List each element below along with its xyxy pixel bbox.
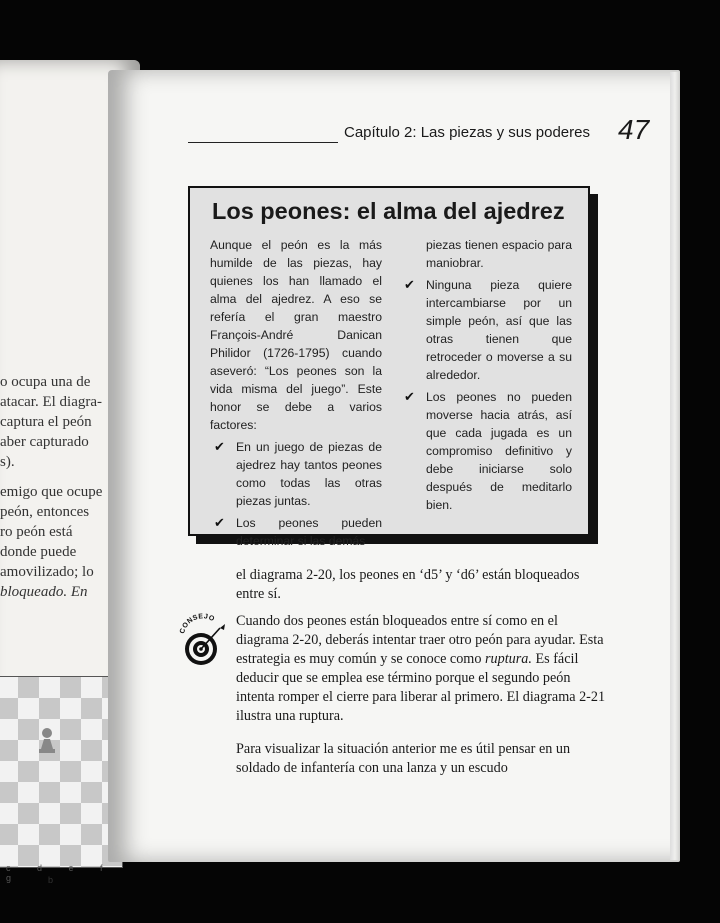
- left-page-line: atacar. El diagra-: [0, 394, 103, 410]
- board-caption: b: [48, 875, 54, 885]
- sidebar-bullet: [400, 276, 572, 384]
- page-edge: [670, 72, 680, 860]
- bullet-text: En un juego de piezas de ajedrez hay tantos peones como todas las otras piezas juntas.: [236, 440, 382, 508]
- pawn-piece-icon: [17, 715, 77, 775]
- checkmark-icon: ✔: [404, 389, 415, 404]
- left-page-line: aber capturado: [0, 434, 89, 450]
- body-paragraph: Para visualizar la situación anterior me es útil pensar en un soldado de infantería con una lanza y un escudo: [236, 741, 571, 776]
- checkmark-icon: ✔: [214, 439, 225, 454]
- sidebar-column-2: [400, 236, 572, 514]
- consejo-paragraph: [236, 612, 606, 726]
- consejo-term: ruptura.: [485, 651, 532, 667]
- bullet-text: Los peones no pueden moverse hacia atrás, así que cada jugada es un compromiso definitivo y debe iniciarse solo después de meditarlo bien.: [426, 390, 572, 512]
- left-page-line: peón, entonces: [0, 504, 90, 520]
- consejo-label: CONSEJO: [179, 613, 216, 635]
- left-page-line: donde puede: [0, 544, 77, 560]
- svg-text:CONSEJO: [179, 613, 216, 634]
- left-page-line: s).: [0, 454, 15, 470]
- sidebar-title: Los peones: el alma del ajedrez: [212, 198, 565, 224]
- target-icon: [178, 612, 228, 668]
- consejo-text: Es fácil deducir que se emplea ese término porque el segundo peón intenta romper el cierre para liberar al primero. El diagrama 2-21 ilustra una ruptura.: [236, 651, 606, 724]
- bullet-text: Los peones pueden determinar si las demás: [236, 516, 382, 548]
- bullet-continuation: piezas tienen espacio para maniobrar.: [426, 238, 572, 270]
- consejo-text: Cuando dos peones están bloqueados entre sí como en el diagrama 2-20, deberás intentar traer otro peón para ayudar. Esta estrategia es muy común y se conoce como: [236, 613, 604, 667]
- checkmark-icon: ✔: [214, 515, 225, 530]
- left-page-line: emigo que ocupe: [0, 484, 103, 500]
- board-file-labels: c d e f g: [6, 863, 115, 883]
- header-rule: [188, 142, 338, 143]
- checkmark-icon: ✔: [404, 277, 415, 292]
- left-page-line: o ocupa una de: [0, 374, 91, 390]
- sidebar-column-1: [210, 236, 382, 550]
- sidebar-bullet: [210, 438, 382, 510]
- bullet-text: Ninguna pieza quiere intercambiarse por un simple peón, así que las otras tienen que retroceder o moverse a su alrededor.: [426, 278, 572, 382]
- sidebar-bullet: [210, 514, 382, 550]
- page-number: 47: [618, 114, 650, 145]
- left-page-line: amovilizado; lo: [0, 564, 94, 580]
- sidebar-bullet: [400, 388, 572, 514]
- left-page-line: captura el peón: [0, 414, 92, 430]
- running-head: Capítulo 2: Las piezas y sus poderes: [344, 124, 590, 141]
- sidebar-intro: Aunque el peón es la más humilde de las piezas, hay quienes los han llamado el alma del ajedrez. A eso se refería el gran maestro François-André Danican Philidor (1726-1795) cuando aseveró: “Los peones son la vida misma del juego”. Este honor se debe a varios factores:: [210, 238, 382, 432]
- left-page-line: ro peón está: [0, 524, 73, 540]
- chess-board-diagram: [0, 676, 123, 868]
- left-page-line: bloqueado. En: [0, 584, 88, 600]
- body-paragraph: el diagrama 2-20, los peones en ‘d5’ y ‘d6’ están bloqueados entre sí.: [236, 567, 580, 602]
